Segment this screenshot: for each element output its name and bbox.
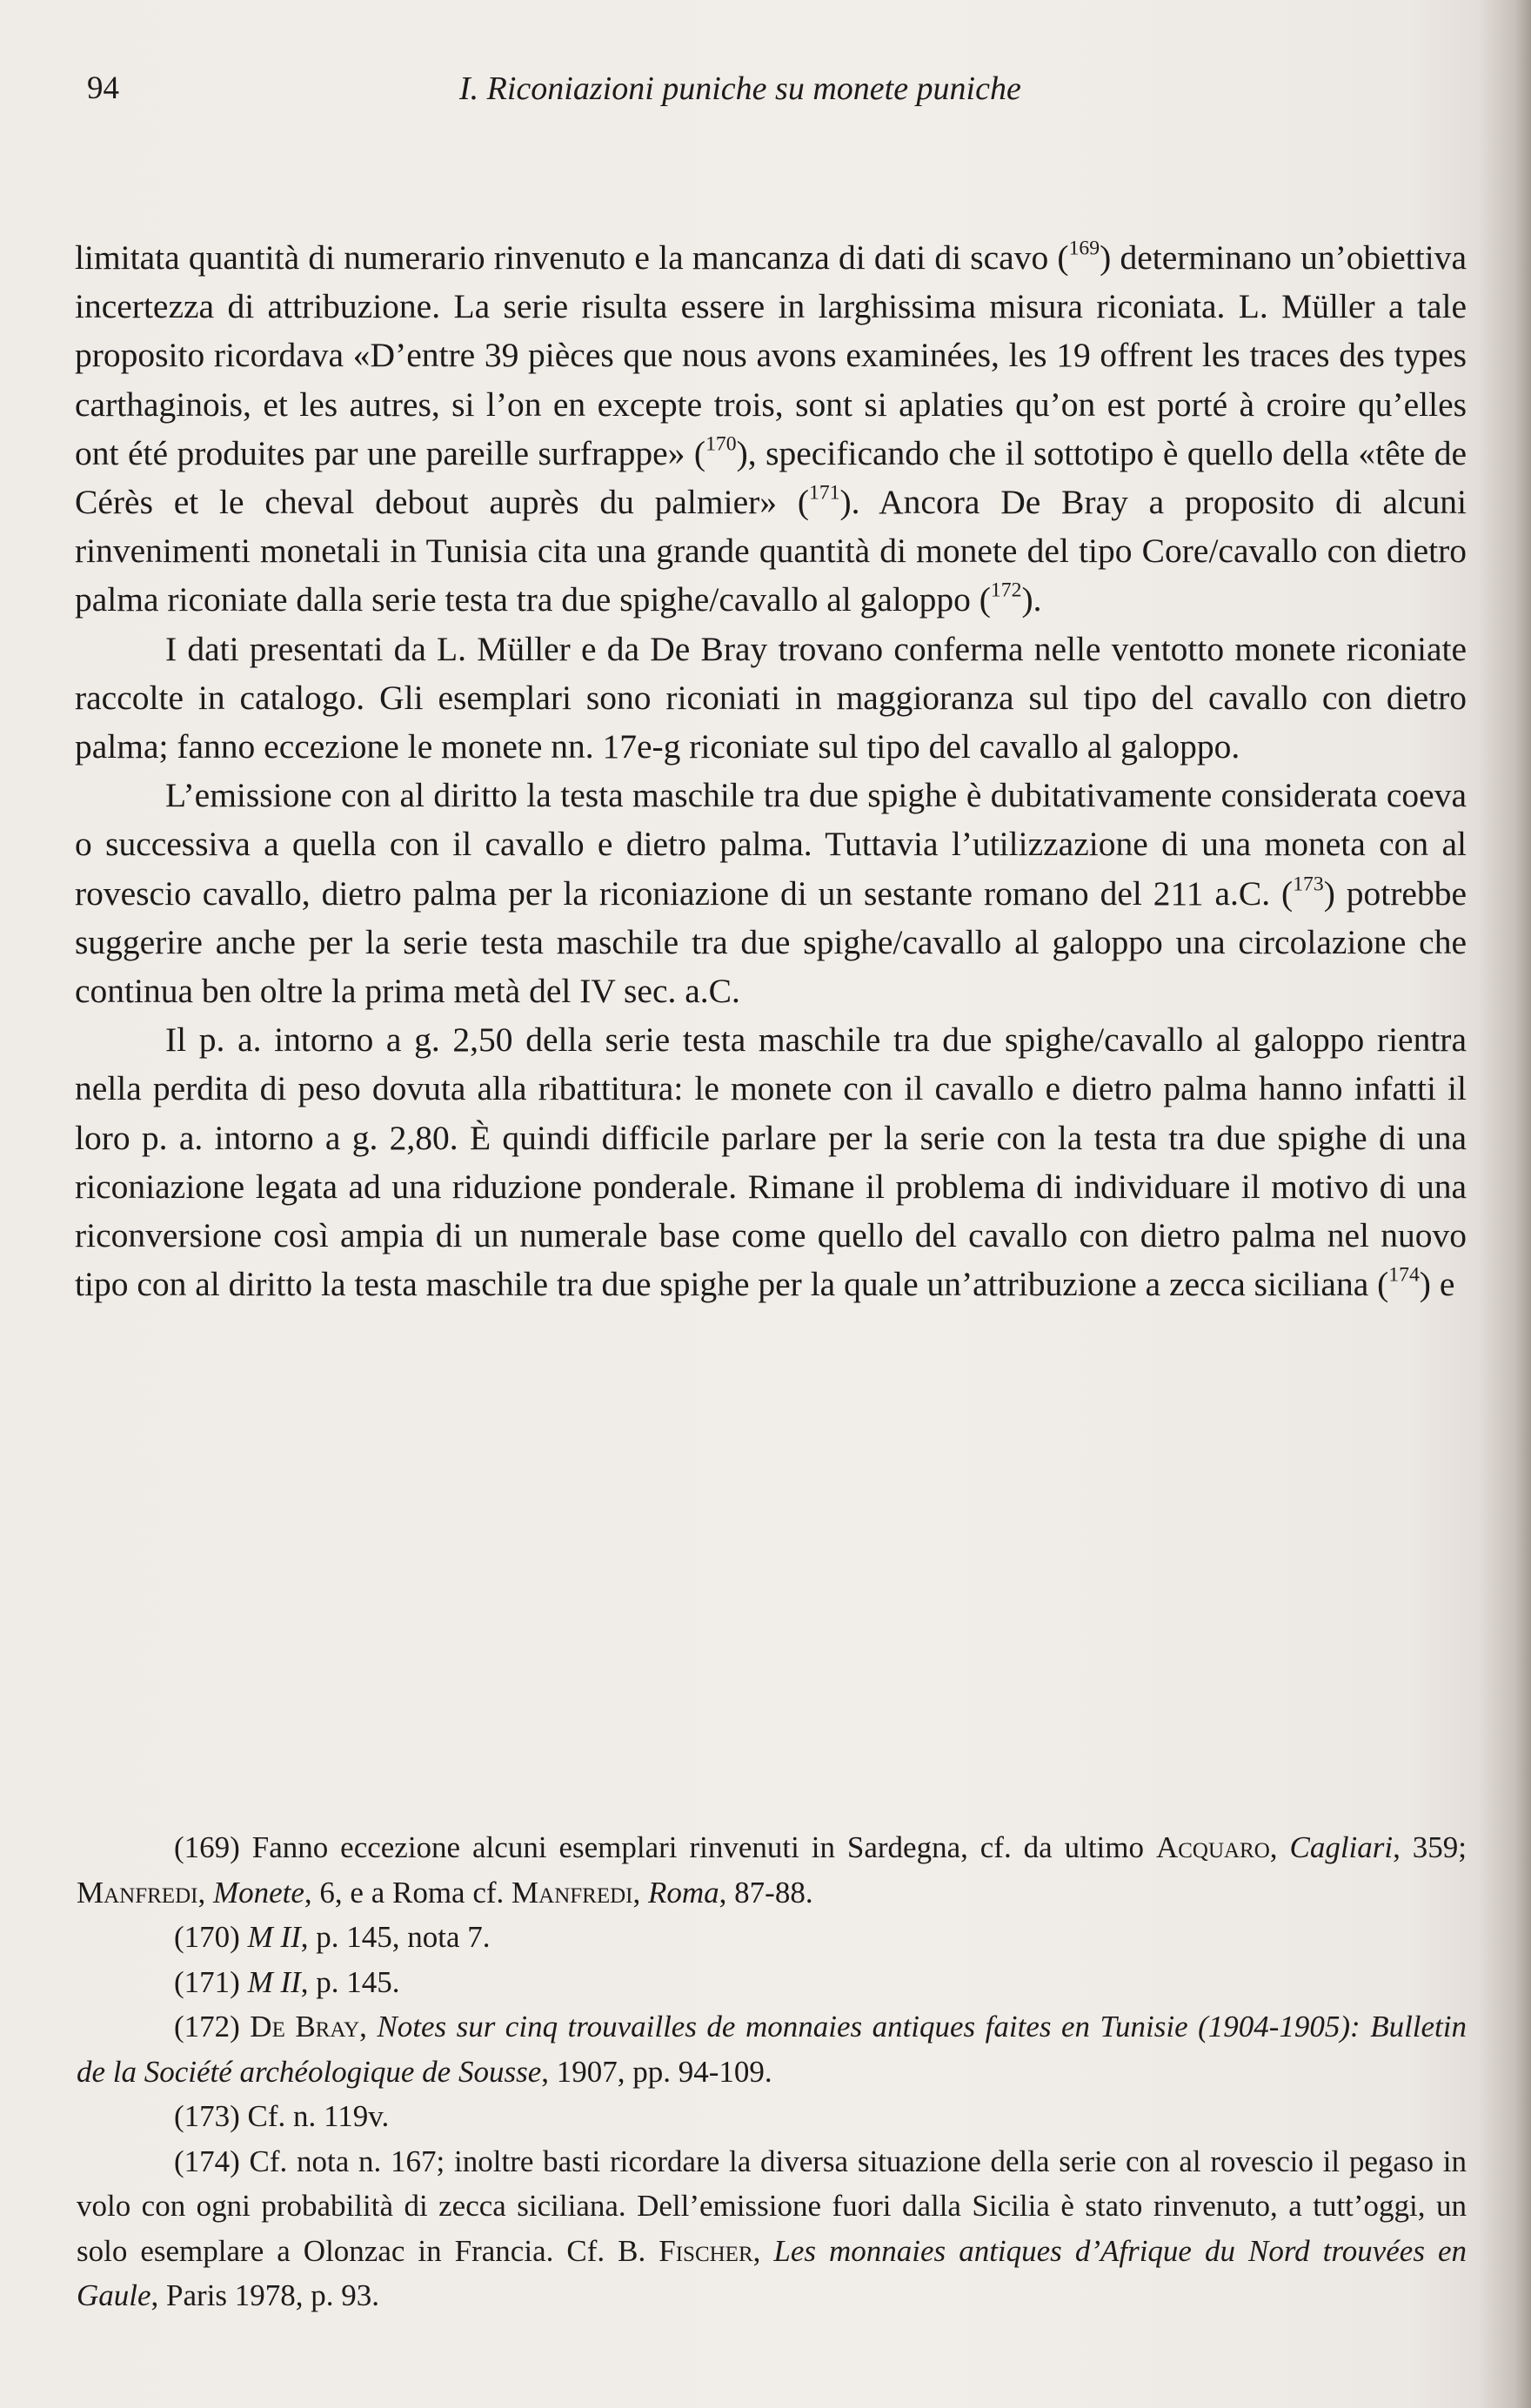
page-header bbox=[0, 70, 1531, 122]
text-run: , bbox=[632, 1875, 649, 1910]
text-run: L’emissione con al diritto la testa maschile tra due spighe è dubitativamente considerata coeva o successiva a quella con il cavallo e dietro palma. Tuttavia l’utilizzazione di una moneta con al rovescio cavallo, dietro palma per la riconiazione di un sestante romano del 211 a.C. ( bbox=[75, 776, 1467, 913]
text-run: , bbox=[1269, 1830, 1290, 1864]
work-title: Les monnaies antiques d’Afrique du Nord trouvées en Gaule bbox=[77, 2233, 1467, 2312]
text-run: ). Ancora De Bray a proposito di alcuni rinvenimenti monetali in Tunisia cita una grande quantità di monete del tipo Core/cavallo con dietro palma riconiate dalla serie testa tra due spighe/cavallo al galoppo ( bbox=[75, 483, 1467, 619]
text-run: ), specificando che il sottotipo è quello della «tête de Cérès et le cheval debout auprès du palmier» ( bbox=[75, 433, 1467, 522]
work-title: M II bbox=[247, 1920, 301, 1954]
text-run: , bbox=[197, 1875, 213, 1910]
text-run: ) determinano un’obiettiva incertezza di attribuzione. La serie risulta essere in larghissima misura riconiata. L. Müller a tale proposito ricordava «D’entre 39 pièces que nous avons examinées, les 19 offrent les traces des types carthaginois, et les autres, si l’on en excepte trois, sont si aplaties qu’on est porté à croire qu’elles ont été produites par une pareille surfrappe» ( bbox=[75, 238, 1467, 472]
footnote-174 bbox=[77, 2139, 1467, 2318]
work-title: Notes sur cinq trouvailles de monnaies antiques faites en Tunisie (1904-1905): Bulletin de la Société archéologique de Sousse bbox=[77, 2010, 1467, 2089]
text-run: ). bbox=[1021, 580, 1042, 619]
work-title: Roma bbox=[648, 1875, 719, 1910]
footnote-ref-174: 174 bbox=[1388, 1263, 1420, 1287]
text-run: (172) bbox=[174, 2010, 251, 2043]
main-text bbox=[75, 233, 1467, 1308]
footnote-170 bbox=[77, 1915, 1467, 1960]
text-run: , 359; bbox=[1393, 1830, 1467, 1864]
footnote-ref-173: 173 bbox=[1293, 873, 1324, 896]
paragraph-2: I dati presentati da L. Müller e da De Bray trovano conferma nelle ventotto monete riconiate raccolte in catalogo. Gli esemplari sono riconiati in maggioranza sul tipo del cavallo con dietro palma; fanno eccezione le monete nn. 17e-g riconiate sul tipo del cavallo al galoppo. bbox=[75, 629, 1467, 766]
text-run: (171) bbox=[174, 1964, 248, 1999]
footnote-171 bbox=[77, 1960, 1467, 2005]
text-run: (169) Fanno eccezione alcuni esemplari rinvenuti in Sardegna, cf. da ultimo bbox=[174, 1830, 1156, 1864]
footnote-ref-172: 172 bbox=[990, 579, 1022, 602]
page-number: 94 bbox=[87, 70, 119, 106]
paragraph-4 bbox=[75, 1015, 1467, 1308]
work-title: Cagliari bbox=[1289, 1830, 1394, 1864]
footnote-173: (173) Cf. n. 119v. bbox=[174, 2099, 390, 2133]
text-run: ) e bbox=[1419, 1265, 1455, 1304]
footnote-ref-171: 171 bbox=[808, 481, 840, 505]
paragraph-3 bbox=[75, 771, 1467, 1015]
author-name: Acquaro bbox=[1155, 1830, 1270, 1864]
paragraph-1 bbox=[75, 233, 1467, 625]
text-run: (170) bbox=[174, 1920, 248, 1954]
text-run: , 6, e a Roma cf. bbox=[304, 1875, 512, 1910]
footnote-172 bbox=[77, 2004, 1467, 2094]
page-edge-shadow bbox=[1479, 0, 1531, 2408]
text-run: , p. 145, nota 7. bbox=[300, 1920, 491, 1954]
footnote-ref-169: 169 bbox=[1068, 237, 1100, 260]
footnote-169 bbox=[77, 1825, 1467, 1915]
text-run: , Paris 1978, p. 93. bbox=[150, 2278, 380, 2312]
text-run: limitata quantità di numerario rinvenuto e la mancanza di dati di scavo ( bbox=[75, 238, 1069, 277]
footnote-ref-170: 170 bbox=[705, 432, 737, 456]
work-title: Monete bbox=[212, 1875, 304, 1910]
text-run: , bbox=[752, 2233, 774, 2268]
text-run: Il p. a. intorno a g. 2,50 della serie testa maschile tra due spighe/cavallo al galoppo rientra nella perdita di peso dovuta alla ribattitura: le monete con il cavallo e dietro palma hanno infatti il loro p. a. intorno a g. 2,80. È quindi difficile parlare per la serie con la testa tra due spighe di una riconiazione legata ad una riduzione ponderale. Rimane il problema di individuare il motivo di una riconversione così ampia di un numerale base come quello del cavallo con dietro palma nel nuovo tipo con al diritto la testa maschile tra due spighe per la quale un’attribuzione a zecca siciliana ( bbox=[75, 1020, 1467, 1304]
footnotes bbox=[77, 1825, 1467, 2318]
text-run: ) potrebbe suggerire anche per la serie testa maschile tra due spighe/cavallo al galoppo una circolazione che continua ben oltre la prima metà del IV sec. a.C. bbox=[75, 873, 1467, 1011]
author-name: Manfredi bbox=[511, 1875, 633, 1910]
work-title: M II bbox=[247, 1964, 301, 1999]
text-run: , 87-88. bbox=[719, 1875, 813, 1910]
author-name: Fischer bbox=[659, 2233, 753, 2268]
text-run: , p. 145. bbox=[300, 1964, 400, 1999]
author-name: Manfredi bbox=[77, 1875, 198, 1910]
author-name: De Bray bbox=[250, 2010, 360, 2043]
text-run: , 1907, pp. 94-109. bbox=[541, 2054, 772, 2089]
running-title: I. Riconiazioni puniche su monete puniche bbox=[459, 70, 1021, 107]
text-run: , bbox=[359, 2010, 378, 2043]
text-run: (174) Cf. nota n. 167; inoltre basti ricordare la diversa situazione della serie con al rovescio il pegaso in volo con ogni probabilità di zecca siciliana. Dell’emissione fuori dalla Sicilia è stato rinvenuto, a tutt’oggi, un solo esemplare a Olonzac in Francia. Cf. B. bbox=[77, 2144, 1467, 2268]
